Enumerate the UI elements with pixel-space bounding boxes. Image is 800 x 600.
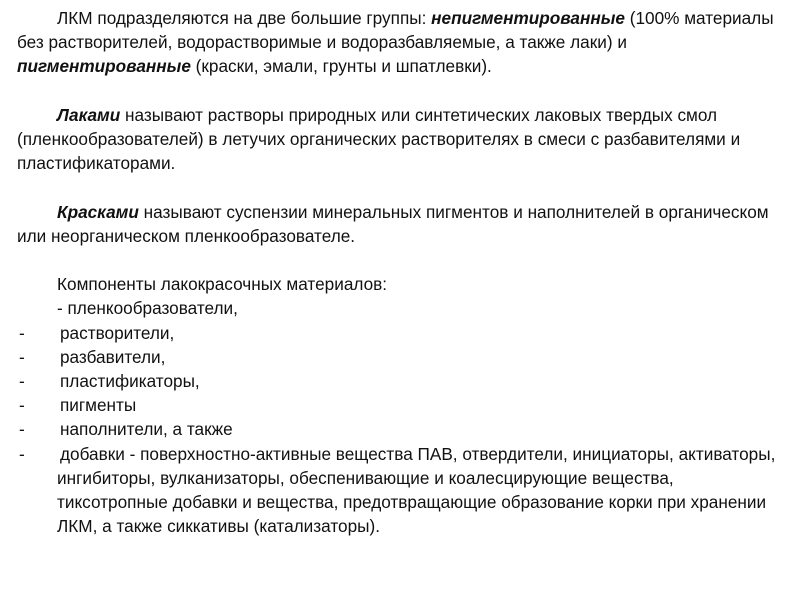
intro-text-c: (краски, эмали, грунты и шпатлевки). — [190, 56, 492, 77]
list-item-text: пигменты — [60, 395, 137, 416]
term-pigmented: пигментированные — [17, 56, 191, 77]
list-item — [17, 369, 789, 393]
list-item — [17, 393, 789, 417]
document-page — [17, 6, 789, 538]
list-dash: - — [19, 322, 25, 343]
list-item — [17, 321, 789, 345]
components-first-item: - пленкообразователи, — [57, 298, 238, 319]
lacquers-text: называют растворы природных или синтетических лаковых твердых смол (пленкообразователей) в летучих органических растворителях в смеси с разбавителями и пластификаторами. — [17, 104, 741, 174]
list-dash: - — [19, 371, 25, 391]
paints-text: называют суспензии минеральных пигментов и наполнителей в органическом или неорганическом пленкообразователе. — [17, 201, 769, 246]
components-heading: Компоненты лакокрасочных материалов: — [57, 274, 388, 295]
paints-paragraph — [17, 200, 789, 248]
list-item-text: добавки - поверхностно-активные вещества ПАВ, отвердители, инициаторы, активаторы, ингибиторы, вулканизаторы, обеспенивающие и коалесцирующие вещества, тиксотропные добавки и вещества, предотвращающие образование корки при хранении ЛКМ, а также сиккативы (катализаторы). — [57, 443, 776, 537]
list-dash: - — [19, 395, 25, 416]
term-non-pigmented: непигментированные — [431, 8, 625, 28]
intro-paragraph — [17, 6, 789, 79]
list-item-text: наполнители, а также — [60, 419, 233, 440]
intro-text-a: ЛКМ подразделяются на две большие группы: — [57, 8, 432, 28]
paragraph-spacer — [17, 175, 789, 199]
term-lacquers: Лаками — [57, 104, 121, 125]
list-dash: - — [19, 346, 25, 367]
paragraph-spacer — [17, 248, 789, 272]
intro-text-b: (100% материалы без растворителей, водорастворимые и водоразбавляемые, а также лаки) и — [17, 8, 774, 53]
paragraph-spacer — [17, 79, 789, 103]
list-item-text: растворители, — [60, 322, 175, 343]
lacquers-paragraph — [17, 103, 789, 176]
list-dash: - — [19, 443, 25, 464]
list-dash: - — [19, 419, 25, 440]
list-item-text: разбавители, — [60, 346, 166, 367]
list-item-text: пластификаторы, — [60, 371, 200, 391]
term-paints: Красками — [57, 201, 139, 222]
list-item — [17, 417, 789, 441]
list-item — [17, 345, 789, 369]
list-item — [17, 442, 789, 539]
components-list — [17, 321, 789, 539]
